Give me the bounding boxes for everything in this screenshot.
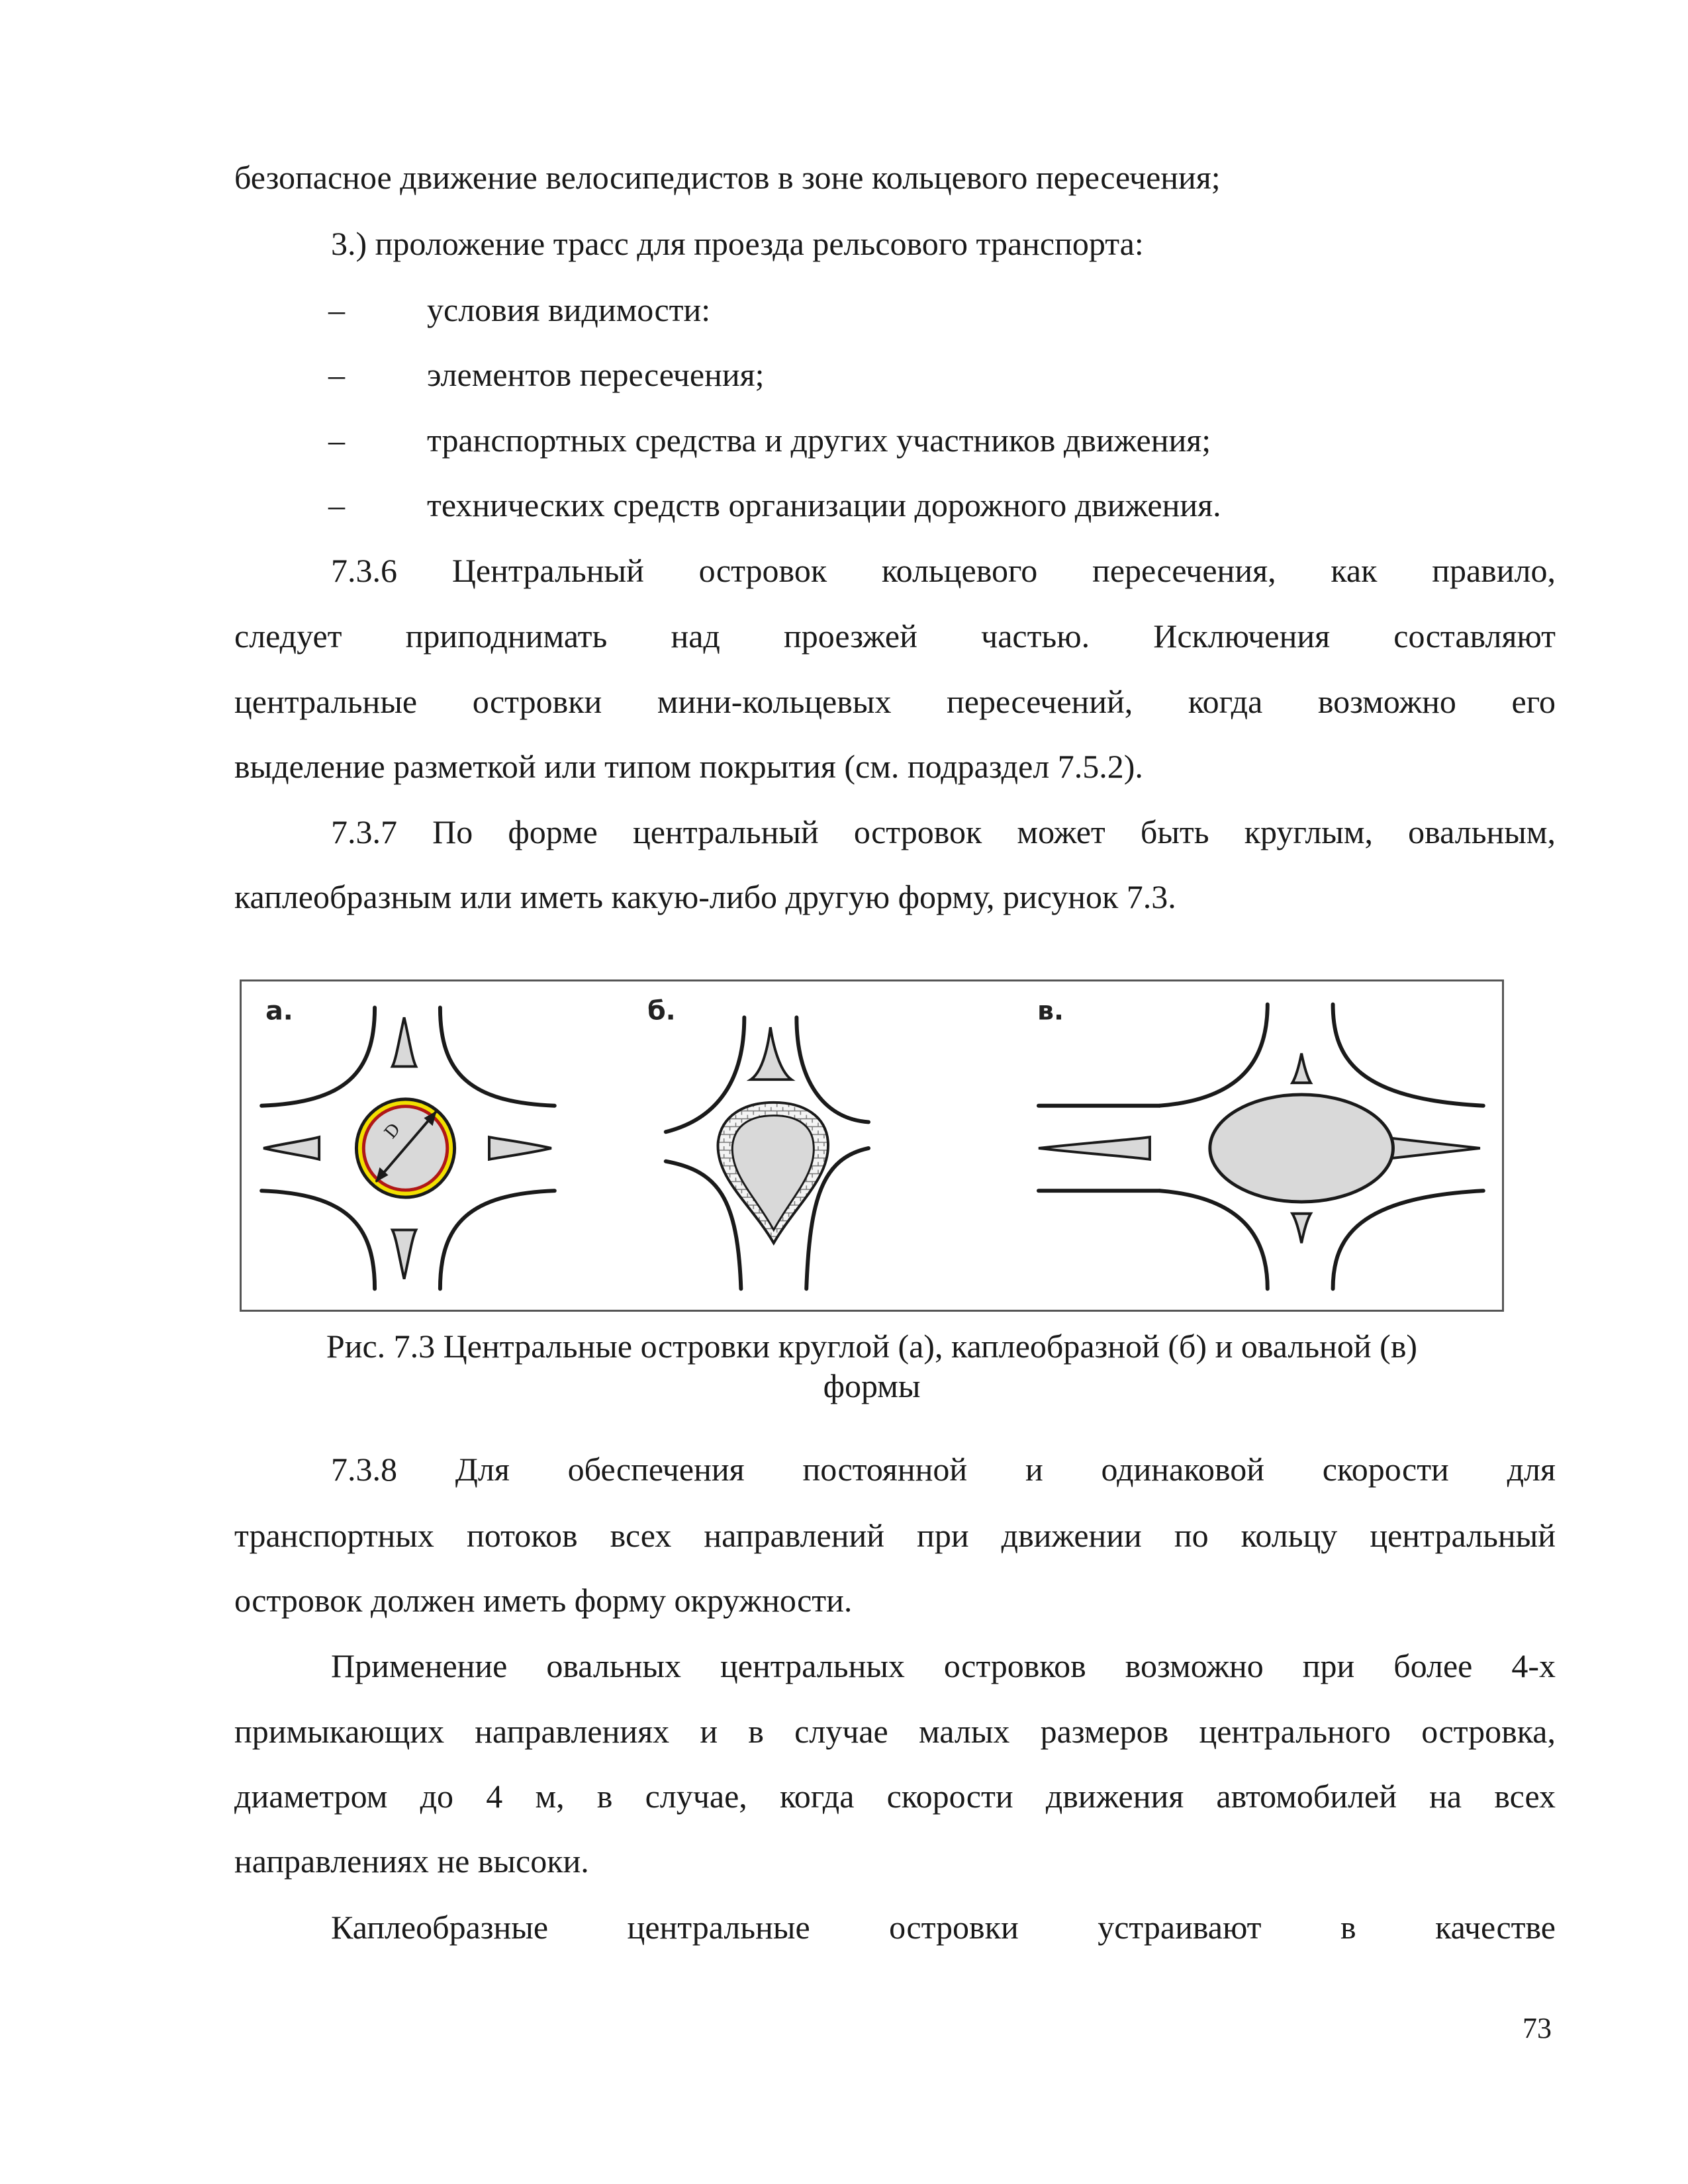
- label-v: в.: [1037, 995, 1064, 1026]
- bullet-dash: –: [328, 486, 345, 523]
- bullet-text: транспортных средства и других участников движения;: [427, 422, 1211, 459]
- label-b: б.: [647, 995, 676, 1026]
- text-line: 3.) проложение трасс для проезда рельсового транспорта:: [331, 225, 1144, 262]
- figure-caption: Рис. 7.3 Центральные островки круглой (а), каплеобразной (б) и овальной (в): [326, 1328, 1418, 1365]
- paragraph-line: примыкающих направлениях и в случае малых размеров центрального островка,: [234, 1713, 1556, 1750]
- paragraph-line: диаметром до 4 м, в случае, когда скорости движения автомобилей на всех: [234, 1778, 1556, 1815]
- paragraph-line: островок должен иметь форму окружности.: [234, 1582, 853, 1619]
- paragraph-line: транспортных потоков всех направлений при движении по кольцу центральный: [234, 1517, 1556, 1554]
- paragraph-line: следует приподнимать над проезжей частью. Исключения составляют: [234, 617, 1556, 655]
- figure-caption: формы: [823, 1367, 921, 1404]
- paragraph-line: центральные островки мини-кольцевых пересечений, когда возможно его: [234, 683, 1556, 720]
- bullet-dash: –: [328, 356, 345, 393]
- paragraph-line: Каплеобразные центральные островки устраивают в качестве: [331, 1909, 1556, 1946]
- diagram-oval: [1039, 1005, 1483, 1289]
- paragraph-line: Применение овальных центральных островков возможно при более 4-х: [331, 1647, 1556, 1684]
- diagram-teardrop: [666, 1017, 868, 1289]
- bullet-dash: –: [328, 422, 345, 459]
- text-line: безопасное движение велосипедистов в зоне кольцевого пересечения;: [234, 159, 1221, 196]
- paragraph-line: каплеобразным или иметь какую-либо другую форму, рисунок 7.3.: [234, 878, 1176, 915]
- page-number: 73: [1523, 2012, 1552, 2044]
- label-a: а.: [265, 995, 293, 1026]
- figure-roundabouts: [240, 979, 1504, 1312]
- diagram-round: [261, 1008, 555, 1289]
- bullet-text: технических средств организации дорожного движения.: [427, 486, 1221, 523]
- paragraph-line: направлениях не высоки.: [234, 1843, 589, 1880]
- paragraph-line: 7.3.8 Для обеспечения постоянной и одинаковой скорости для: [331, 1451, 1556, 1488]
- roundabout-diagram: [242, 981, 1502, 1310]
- diameter-label: D: [381, 1119, 405, 1143]
- bullet-text: элементов пересечения;: [427, 356, 765, 393]
- bullet-dash: –: [328, 291, 345, 328]
- paragraph-line: 7.3.6 Центральный островок кольцевого пересечения, как правило,: [331, 552, 1556, 589]
- bullet-text: условия видимости:: [427, 291, 711, 328]
- paragraph-line: выделение разметкой или типом покрытия (см. подраздел 7.5.2).: [234, 748, 1143, 785]
- paragraph-line: 7.3.7 По форме центральный островок может быть круглым, овальным,: [331, 813, 1556, 850]
